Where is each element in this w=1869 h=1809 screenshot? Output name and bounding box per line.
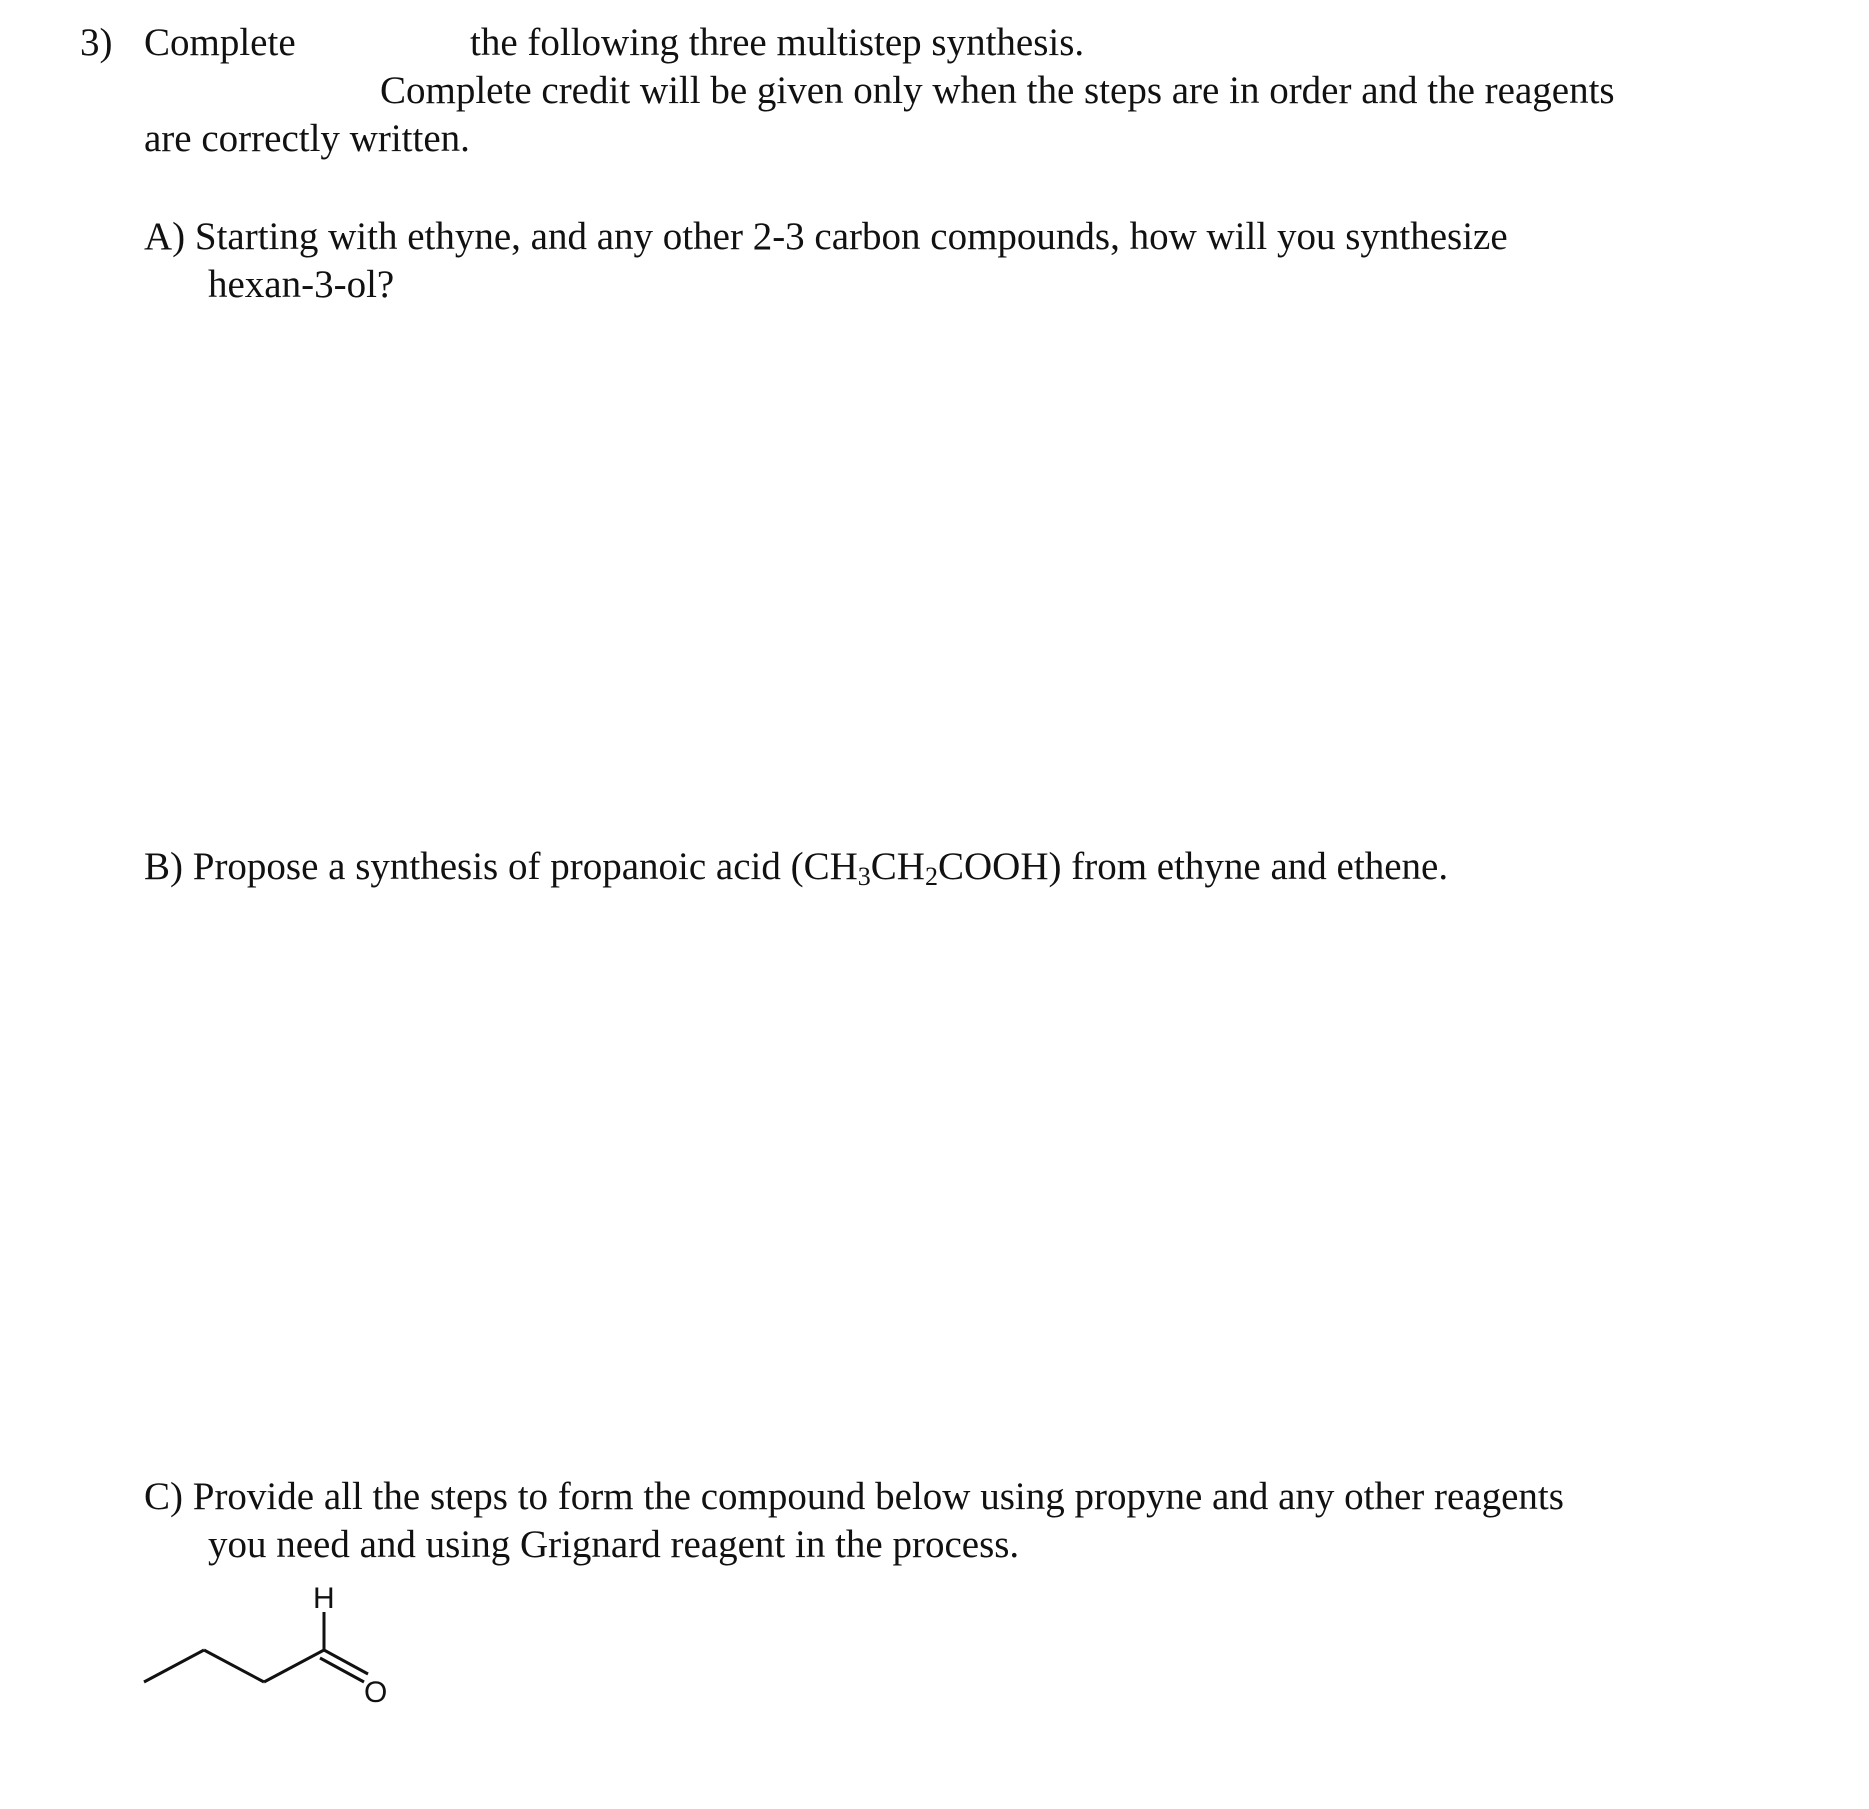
part-b-prefix: B) Propose a synthesis of propanoic acid (CH (144, 845, 858, 888)
part-b-mid: CH (870, 845, 925, 888)
part-b-subscript-2: 2 (924, 862, 938, 891)
part-c-line1: C) Provide all the steps to form the compound below using propyne and any other reagents (144, 1475, 1564, 1518)
part-c-line2: you need and using Grignard reagent in the process. (208, 1523, 1020, 1566)
bond-c1-c2 (144, 1650, 204, 1682)
question-number: 3) (80, 21, 113, 64)
bond-c2-c3 (204, 1650, 264, 1682)
credit-line-end: are correctly written. (144, 117, 470, 160)
bond-c3-c4 (264, 1650, 324, 1682)
butanal-structure (140, 1580, 430, 1730)
part-a-line2: hexan-3-ol? (208, 263, 395, 306)
question-intro-word: Complete (144, 21, 296, 64)
part-b-text (144, 844, 1448, 890)
part-b-subscript-3: 3 (857, 862, 871, 891)
part-b-suffix: COOH) from ethyne and ethene. (937, 845, 1449, 888)
question-intro-rest: the following three multistep synthesis. (470, 21, 1085, 64)
atom-o-label: O (364, 1676, 388, 1709)
atom-h-label: H (313, 1582, 335, 1615)
credit-line: Complete credit will be given only when the steps are in order and the reagents (380, 69, 1615, 112)
bond-c4-o-b (320, 1658, 364, 1682)
part-a-line1: A) Starting with ethyne, and any other 2-3 carbon compounds, how will you synthesize (144, 215, 1508, 258)
bond-c4-o-a (324, 1650, 368, 1674)
